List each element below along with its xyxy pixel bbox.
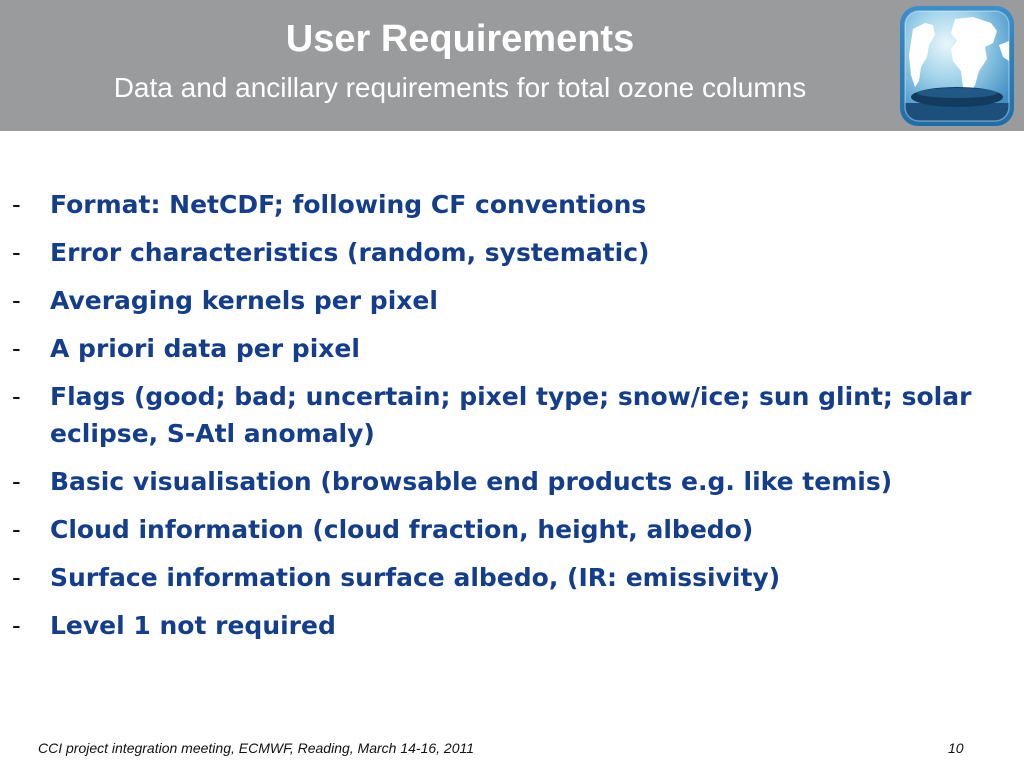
bullet-text: Level 1 not required — [50, 611, 336, 640]
bullet-text: Flags (good; bad; uncertain; pixel type; snow/ice; sun glint; solar eclipse, S-Atl anomaly) — [50, 382, 972, 448]
bullet-marker: - — [12, 466, 21, 496]
bullet-item-a-priori — [12, 330, 1012, 367]
bullet-text: A priori data per pixel — [50, 334, 360, 363]
header-bar — [0, 0, 1024, 131]
footer-meeting-text: CCI project integration meeting, ECMWF, Reading, March 14-16, 2011 — [38, 740, 475, 756]
bullet-text: Surface information surface albedo, (IR: emissivity) — [50, 563, 781, 592]
bullet-text: Cloud information (cloud fraction, height, albedo) — [50, 515, 754, 544]
bullet-item-format — [12, 186, 1012, 223]
bullet-text: Averaging kernels per pixel — [50, 286, 438, 315]
bullet-item-flags — [12, 378, 1012, 452]
bullet-item-surface-information — [12, 559, 1012, 596]
bullet-item-cloud-information — [12, 511, 1012, 548]
bullet-marker: - — [12, 237, 21, 267]
bullet-marker: - — [12, 333, 21, 363]
bullet-item-averaging-kernels — [12, 282, 1012, 319]
bullet-marker: - — [12, 562, 21, 592]
bullet-text: Basic visualisation (browsable end products e.g. like temis) — [50, 467, 893, 496]
slide-title: User Requirements — [285, 18, 635, 60]
bullet-item-level-1 — [12, 607, 1012, 644]
bullet-text: Error characteristics (random, systematic) — [50, 238, 650, 267]
bullet-item-visualisation — [12, 463, 1012, 500]
bullet-marker: - — [12, 610, 21, 640]
bullet-list — [12, 186, 1012, 655]
bullet-marker: - — [12, 381, 21, 411]
bullet-marker: - — [12, 189, 21, 219]
bullet-marker: - — [12, 285, 21, 315]
slide-subtitle: Data and ancillary requirements for total ozone columns — [113, 72, 807, 103]
globe-icon — [899, 5, 1015, 127]
bullet-item-error-characteristics — [12, 234, 1012, 271]
page-number: 10 — [948, 740, 964, 756]
bullet-text: Format: NetCDF; following CF conventions — [50, 190, 647, 219]
bullet-marker: - — [12, 514, 21, 544]
